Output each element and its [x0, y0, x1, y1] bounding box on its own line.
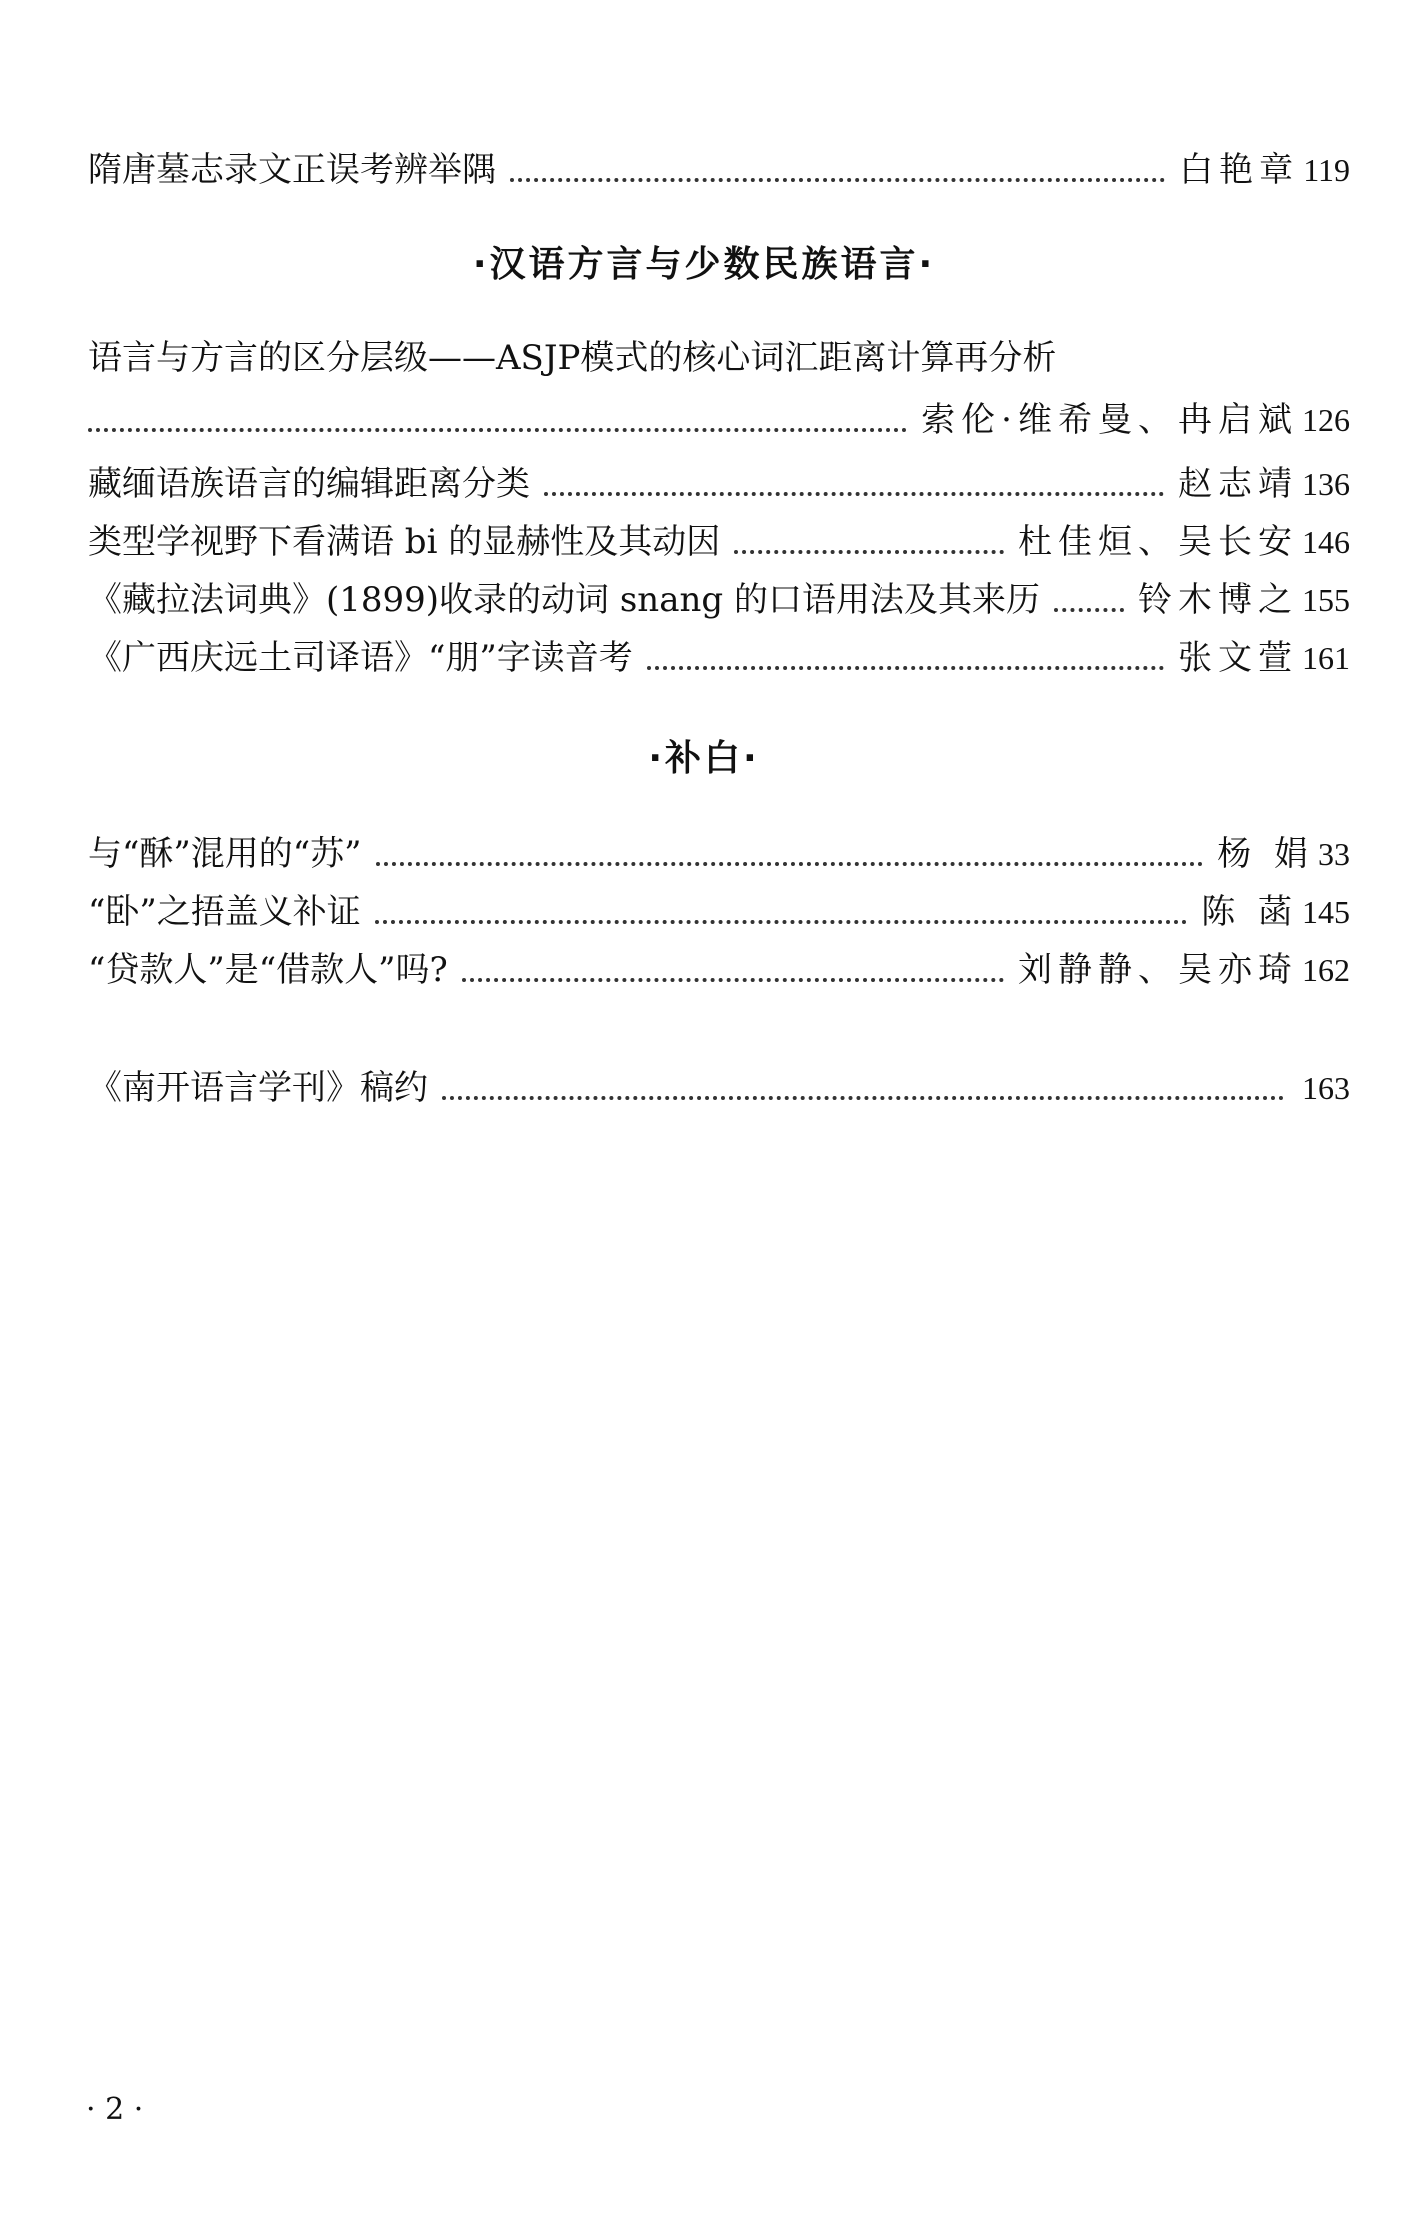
entry-page: 155: [1302, 582, 1350, 618]
entry-author: 杜佳烜、吴长安: [1018, 522, 1298, 562]
entry-author: 赵志靖: [1178, 464, 1298, 504]
entry-page: 161: [1302, 640, 1350, 676]
toc-entry: [88, 520, 1350, 564]
dot-leader: [442, 1096, 1284, 1100]
dot-leader: [1054, 608, 1124, 612]
toc-entry-long-title: [88, 336, 1056, 380]
toc-entry: [88, 148, 1350, 192]
entry-title: 《南开语言学刊》稿约: [88, 1068, 428, 1108]
toc-entry: [88, 1066, 1350, 1110]
dot-leader: [647, 666, 1164, 670]
entry-author: 陈 菡: [1201, 892, 1298, 932]
entry-title: 与“酥”混用的“苏”: [88, 834, 362, 874]
entry-page: 119: [1303, 152, 1350, 188]
entry-author: 索伦·维希曼、冉启斌: [921, 400, 1298, 440]
dot-leader: [375, 920, 1187, 924]
entry-title: 《广西庆远土司译语》“朋”字读音考: [88, 638, 633, 678]
entry-title: 《藏拉法词典》(1899)收录的动词 snang 的口语用法及其来历: [88, 580, 1040, 620]
entry-page: 136: [1302, 466, 1350, 502]
entry-page: 145: [1302, 894, 1350, 930]
dot-leader: [544, 492, 1164, 496]
dot-leader: [510, 178, 1165, 182]
entry-page: 146: [1302, 524, 1350, 560]
entry-author: 铃木博之: [1138, 580, 1298, 620]
entry-author: 杨 娟: [1217, 834, 1314, 874]
toc-entry: [88, 890, 1350, 934]
entry-title: “卧”之捂盖义补证: [88, 892, 361, 932]
page-number: · 2 ·: [86, 2092, 144, 2127]
dot-leader: [88, 428, 907, 432]
entry-author: 白艳章: [1179, 150, 1300, 190]
entry-title: 类型学视野下看满语 bi 的显赫性及其动因: [88, 522, 721, 562]
entry-title: 语言与方言的区分层级——ASJP模式的核心词汇距离计算再分析: [88, 338, 1057, 378]
section-heading-bubai: ·补白·: [648, 738, 760, 779]
dot-leader: [734, 550, 1004, 554]
entry-author: 刘静静、吴亦琦: [1018, 950, 1298, 990]
section-heading-dialects: ·汉语方言与少数民族语言·: [472, 244, 936, 285]
entry-page: 33: [1318, 836, 1350, 872]
dot-leader: [376, 862, 1204, 866]
dot-leader: [462, 978, 1004, 982]
toc-entry: [88, 636, 1350, 680]
entry-title: 隋唐墓志录文正误考辨举隅: [88, 150, 496, 190]
toc-entry-long-byline: [88, 398, 1350, 442]
toc-entry: [88, 578, 1350, 622]
entry-author: 张文萱: [1178, 638, 1298, 678]
toc-entry: [88, 832, 1350, 876]
entry-title: “贷款人”是“借款人”吗?: [88, 950, 448, 990]
entry-page: 126: [1302, 402, 1350, 438]
toc-entry: [88, 948, 1350, 992]
entry-page: 162: [1302, 952, 1350, 988]
toc-entry: [88, 462, 1350, 506]
entry-page: 163: [1302, 1070, 1350, 1106]
entry-title: 藏缅语族语言的编辑距离分类: [88, 464, 530, 504]
